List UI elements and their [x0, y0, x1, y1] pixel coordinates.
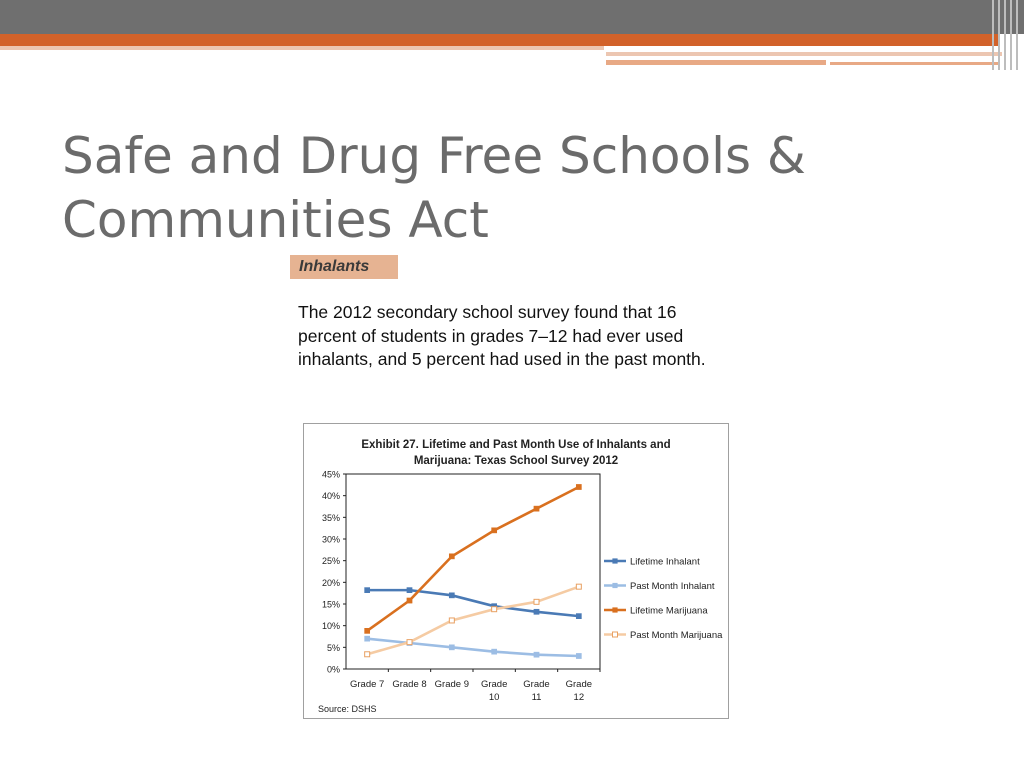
header-accent-thin-stripe — [0, 46, 604, 50]
legend-entry: Past Month Inhalant — [630, 581, 715, 592]
x-tick-label: Grade 9 — [434, 679, 469, 690]
y-tick-label: 45% — [321, 469, 340, 480]
y-tick-label: 20% — [321, 577, 340, 588]
y-tick-label: 30% — [321, 534, 340, 545]
data-point — [365, 588, 370, 593]
y-tick-label: 15% — [321, 599, 340, 610]
header-accent-line — [606, 52, 1002, 56]
data-point — [365, 628, 370, 633]
header-accent-line — [606, 60, 826, 65]
y-tick-label: 0% — [326, 664, 340, 675]
series-line — [367, 639, 579, 656]
y-tick-label: 10% — [321, 621, 340, 632]
chart-title-line2: Marijuana: Texas School Survey 2012 — [413, 455, 619, 467]
data-point — [534, 609, 539, 614]
y-tick-label: 5% — [326, 642, 340, 653]
data-point — [407, 588, 412, 593]
series-line — [367, 587, 579, 655]
data-point — [449, 645, 454, 650]
section-label: Inhalants — [290, 255, 398, 279]
y-tick-label: 25% — [321, 556, 340, 567]
data-point — [576, 584, 581, 589]
chart-exhibit — [303, 423, 729, 719]
series-line — [367, 487, 579, 631]
header-accent-line — [830, 62, 1000, 65]
data-point — [576, 653, 581, 658]
x-tick-label: Grade — [565, 679, 593, 690]
x-tick-label: Grade 7 — [350, 679, 385, 690]
legend-swatch-marker — [612, 558, 617, 563]
x-tick-label: Grade — [523, 679, 550, 690]
x-tick-label: Grade — [480, 679, 508, 690]
data-point — [492, 528, 497, 533]
data-point — [449, 593, 454, 598]
chart-title-line1: Exhibit 27. Lifetime and Past Month Use of Inhalants and — [361, 439, 671, 451]
data-point — [576, 614, 581, 619]
data-point — [576, 484, 581, 489]
x-tick-label: 11 — [531, 692, 542, 703]
slide-title — [62, 124, 962, 252]
data-point — [449, 554, 454, 559]
legend-entry: Past Month Marijuana — [630, 630, 723, 641]
data-point — [407, 598, 412, 603]
header-bar — [0, 0, 1024, 34]
legend-swatch-marker — [613, 632, 618, 637]
legend-entry: Lifetime Marijuana — [630, 605, 708, 617]
summary-text: The 2012 secondary school survey found that 16 percent of students in grades 7–12 had ever used inhalants, and 5 percent had used in the past month. — [298, 302, 706, 369]
chart-source: Source: DSHS — [318, 704, 377, 714]
series-line — [367, 590, 579, 616]
header-decoration — [990, 0, 1024, 70]
x-tick-label: 10 — [488, 692, 500, 703]
x-tick-label: Grade 8 — [392, 679, 427, 690]
legend-swatch-marker — [612, 607, 617, 612]
slide-title-line1: Safe and Drug Free Schools & — [62, 127, 806, 185]
slide-title-line2: Communities Act — [62, 191, 489, 249]
legend-swatch-marker — [612, 583, 617, 588]
data-point — [407, 640, 412, 645]
data-point — [492, 607, 497, 612]
data-point — [365, 636, 370, 641]
data-point — [534, 506, 539, 511]
y-tick-label: 35% — [321, 512, 340, 523]
y-tick-label: 40% — [321, 491, 340, 502]
x-tick-label: 12 — [573, 692, 585, 703]
data-point — [365, 652, 370, 657]
data-point — [492, 649, 497, 654]
line-chart — [304, 424, 728, 718]
data-point — [534, 599, 539, 604]
legend-entry: Lifetime Inhalant — [630, 556, 700, 568]
data-point — [449, 618, 454, 623]
data-point — [534, 652, 539, 657]
header-accent-stripe — [0, 34, 1000, 46]
